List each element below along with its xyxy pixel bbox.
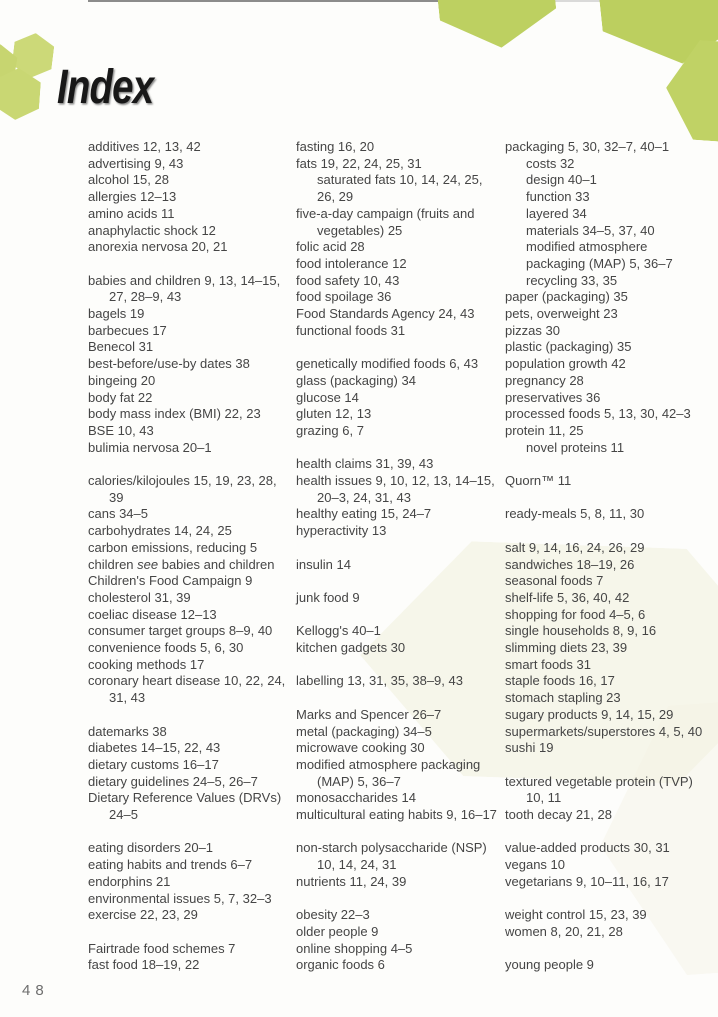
index-entry-line: young people 9 — [505, 957, 594, 973]
index-group — [505, 506, 717, 523]
index-entry-line: seasonal foods 7 — [505, 573, 604, 589]
index-entry-line: online shopping 4–5 — [296, 940, 413, 956]
index-entry-line: function 33 — [526, 189, 590, 205]
index-entry-line: stomach stapling 23 — [505, 690, 621, 706]
index-column-1 — [88, 139, 294, 991]
index-entry-line: eating disorders 20–1 — [88, 840, 214, 856]
index-entry-line: anaphylactic shock 12 — [88, 222, 216, 238]
index-entry-line: sugary products 9, 14, 15, 29 — [505, 706, 674, 722]
index-entry-line: layered 34 — [526, 205, 587, 221]
index-entry-line: additives 12, 13, 42 — [88, 139, 201, 154]
index-entry-line: packaging 5, 30, 32–7, 40–1 — [505, 139, 670, 154]
index-entry-line: nutrients 11, 24, 39 — [296, 873, 407, 889]
page-number: 48 — [22, 982, 49, 999]
index-entry-line: slimming diets 23, 39 — [505, 640, 628, 656]
index-entry-line: 26, 29 — [317, 189, 354, 205]
index-entry-line: sushi 19 — [505, 740, 554, 756]
index-entry-line: staple foods 16, 17 — [505, 673, 615, 689]
index-entry-line: costs 32 — [526, 155, 575, 171]
index-entry-line: fats 19, 22, 24, 25, 31 — [296, 155, 422, 171]
index-entry-line: babies and children 9, 13, 14–15, — [88, 272, 281, 288]
index-group — [88, 273, 294, 457]
index-entry-line: 31, 43 — [109, 690, 146, 706]
index-entry-line: population growth 42 — [505, 356, 626, 372]
index-entry-line: bulimia nervosa 20–1 — [88, 439, 212, 455]
index-entry-line: plastic (packaging) 35 — [505, 339, 632, 355]
index-entry-line: modified atmosphere — [526, 239, 648, 255]
index-entry-line: amino acids 11 — [88, 205, 175, 221]
index-entry-line: bagels 19 — [88, 306, 145, 322]
index-entry-line: functional foods 31 — [296, 322, 406, 338]
index-entry-line: metal (packaging) 34–5 — [296, 723, 432, 739]
index-entry-line: 10, 11 — [526, 790, 562, 806]
index-group — [296, 673, 502, 690]
index-group — [88, 139, 294, 256]
index-entry-line: recycling 33, 35 — [526, 272, 618, 288]
index-entry-line: calories/kilojoules 15, 19, 23, 28, — [88, 473, 277, 489]
index-entry-line: food safety 10, 43 — [296, 272, 400, 288]
index-entry-line: modified atmosphere packaging — [296, 756, 481, 772]
index-entry-line: health issues 9, 10, 12, 13, 14–15, — [296, 473, 495, 489]
page-title: Index — [57, 61, 154, 114]
index-entry-line: Food Standards Agency 24, 43 — [296, 306, 475, 322]
index-entry-line: multicultural eating habits 9, 16–17 — [296, 807, 497, 823]
index-entry-line: alcohol 15, 28 — [88, 172, 169, 188]
index-group — [296, 707, 502, 824]
index-entry-line: best-before/use-by dates 38 — [88, 356, 250, 372]
index-entry-line: datemarks 38 — [88, 723, 167, 739]
index-entry-line: Benecol 31 — [88, 339, 154, 355]
index-entry-line: novel proteins 11 — [526, 439, 625, 455]
index-group — [505, 473, 717, 490]
index-entry-line: food spoilage 36 — [296, 289, 392, 305]
index-entry-line: gluten 12, 13 — [296, 406, 372, 422]
index-entry-line: healthy eating 15, 24–7 — [296, 506, 432, 522]
index-column-3 — [505, 139, 717, 991]
index-entry-line: fasting 16, 20 — [296, 139, 375, 154]
index-entry-line: advertising 9, 43 — [88, 155, 184, 171]
index-entry-line: salt 9, 14, 16, 24, 26, 29 — [505, 539, 645, 555]
index-entry-line: Children's Food Campaign 9 — [88, 573, 253, 589]
index-group — [296, 139, 502, 339]
index-entry-line: packaging (MAP) 5, 36–7 — [526, 255, 673, 271]
index-entry-line: consumer target groups 8–9, 40 — [88, 623, 273, 639]
index-group — [505, 139, 717, 456]
index-entry-line: smart foods 31 — [505, 656, 591, 672]
index-group — [505, 540, 717, 757]
index-entry-line: microwave cooking 30 — [296, 740, 425, 756]
index-entry-line: cans 34–5 — [88, 506, 148, 522]
page-edge-line — [88, 0, 480, 2]
index-entry-line: anorexia nervosa 20, 21 — [88, 239, 228, 255]
index-entry-line: sandwiches 18–19, 26 — [505, 556, 635, 572]
index-entry-line: processed foods 5, 13, 30, 42–3 — [505, 406, 691, 422]
index-entry-line: carbon emissions, reducing 5 — [88, 539, 258, 555]
index-entry-line: eating habits and trends 6–7 — [88, 857, 253, 873]
index-group — [88, 840, 294, 924]
index-entry-line: pizzas 30 — [505, 322, 560, 338]
index-entry-line: diabetes 14–15, 22, 43 — [88, 740, 221, 756]
index-entry-line: tooth decay 21, 28 — [505, 807, 612, 823]
index-entry-line: Quorn™ 11 — [505, 473, 572, 489]
index-entry-line: Kellogg's 40–1 — [296, 623, 381, 639]
index-group — [88, 473, 294, 707]
index-group — [296, 840, 502, 890]
index-entry-line: single households 8, 9, 16 — [505, 623, 657, 639]
index-entry-line: convenience foods 5, 6, 30 — [88, 640, 244, 656]
index-entry-line: kitchen gadgets 30 — [296, 640, 406, 656]
index-group — [296, 590, 502, 607]
index-entry-line: health claims 31, 39, 43 — [296, 456, 434, 472]
index-entry-line: endorphins 21 — [88, 873, 171, 889]
index-entry-line: textured vegetable protein (TVP) — [505, 773, 693, 789]
index-entry-line: vegetarians 9, 10–11, 16, 17 — [505, 873, 669, 889]
index-entry-line: dietary guidelines 24–5, 26–7 — [88, 773, 258, 789]
index-entry-line: paper (packaging) 35 — [505, 289, 628, 305]
index-entry-line: fast food 18–19, 22 — [88, 957, 200, 973]
index-entry-line: 39 — [109, 489, 124, 505]
index-entry-line: older people 9 — [296, 923, 379, 939]
index-entry-line: 20–3, 24, 31, 43 — [317, 489, 411, 505]
index-entry-line: children see babies and children — [88, 556, 275, 572]
index-entry-line: insulin 14 — [296, 556, 351, 572]
index-entry-line: ready-meals 5, 8, 11, 30 — [505, 506, 645, 522]
index-entry-line: cholesterol 31, 39 — [88, 589, 191, 605]
index-entry-line: vegans 10 — [505, 857, 565, 873]
index-entry-line: body fat 22 — [88, 389, 153, 405]
index-entry-line: labelling 13, 31, 35, 38–9, 43 — [296, 673, 463, 689]
index-entry-line: BSE 10, 43 — [88, 422, 154, 438]
index-entry-line: preservatives 36 — [505, 389, 601, 405]
index-entry-line: exercise 22, 23, 29 — [88, 907, 198, 923]
index-entry-line: protein 11, 25 — [505, 422, 584, 438]
index-entry-line: vegetables) 25 — [317, 222, 403, 238]
index-group — [296, 356, 502, 440]
index-entry-line: food intolerance 12 — [296, 255, 407, 271]
index-entry-line: glass (packaging) 34 — [296, 372, 416, 388]
index-entry-line: Dietary Reference Values (DRVs) — [88, 790, 282, 806]
index-entry-line: allergies 12–13 — [88, 189, 177, 205]
index-entry-line: monosaccharides 14 — [296, 790, 416, 806]
index-group — [505, 907, 717, 940]
index-group — [88, 724, 294, 824]
index-entry-line: design 40–1 — [526, 172, 597, 188]
index-entry-line: environmental issues 5, 7, 32–3 — [88, 890, 272, 906]
index-group — [296, 456, 502, 540]
index-entry-line: 24–5 — [109, 807, 138, 823]
index-entry-line: carbohydrates 14, 24, 25 — [88, 523, 232, 539]
index-entry-line: grazing 6, 7 — [296, 422, 364, 438]
index-entry-line: value-added products 30, 31 — [505, 840, 670, 856]
index-entry-line: saturated fats 10, 14, 24, 25, — [317, 172, 483, 188]
index-entry-line: Marks and Spencer 26–7 — [296, 706, 442, 722]
index-entry-line: folic acid 28 — [296, 239, 365, 255]
index-entry-line: materials 34–5, 37, 40 — [526, 222, 655, 238]
index-group — [505, 774, 717, 824]
index-entry-line: pets, overweight 23 — [505, 306, 618, 322]
index-entry-line: junk food 9 — [296, 589, 360, 605]
index-entry-line: bingeing 20 — [88, 372, 156, 388]
index-entry-line: obesity 22–3 — [296, 907, 370, 923]
index-entry-line: Fairtrade food schemes 7 — [88, 940, 236, 956]
hexagon-decoration — [429, 0, 559, 54]
index-entry-line: pregnancy 28 — [505, 372, 584, 388]
index-entry-line: 27, 28–9, 43 — [109, 289, 182, 305]
index-entry-line: hyperactivity 13 — [296, 523, 387, 539]
index-entry-line: body mass index (BMI) 22, 23 — [88, 406, 261, 422]
index-entry-line: non-starch polysaccharide (NSP) — [296, 840, 487, 856]
index-entry-line: women 8, 20, 21, 28 — [505, 923, 623, 939]
index-entry-line: genetically modified foods 6, 43 — [296, 356, 479, 372]
index-group — [505, 957, 717, 974]
index-entry-line: glucose 14 — [296, 389, 359, 405]
index-entry-line: supermarkets/superstores 4, 5, 40 — [505, 723, 703, 739]
index-entry-line: weight control 15, 23, 39 — [505, 907, 647, 923]
index-entry-line: (MAP) 5, 36–7 — [317, 773, 401, 789]
index-entry-line: five-a-day campaign (fruits and — [296, 205, 475, 221]
index-group — [505, 840, 717, 890]
index-entry-line: shopping for food 4–5, 6 — [505, 606, 646, 622]
index-group — [296, 557, 502, 574]
index-entry-line: cooking methods 17 — [88, 656, 205, 672]
index-group — [296, 907, 502, 974]
index-entry-line: coeliac disease 12–13 — [88, 606, 217, 622]
index-entry-line: barbecues 17 — [88, 322, 167, 338]
index-column-2 — [296, 139, 502, 991]
index-group — [88, 941, 294, 974]
index-entry-line: coronary heart disease 10, 22, 24, — [88, 673, 286, 689]
index-entry-line: shelf-life 5, 36, 40, 42 — [505, 589, 630, 605]
index-entry-line: dietary customs 16–17 — [88, 756, 219, 772]
index-entry-line: organic foods 6 — [296, 957, 385, 973]
index-group — [296, 623, 502, 656]
index-entry-line: 10, 14, 24, 31 — [317, 857, 397, 873]
